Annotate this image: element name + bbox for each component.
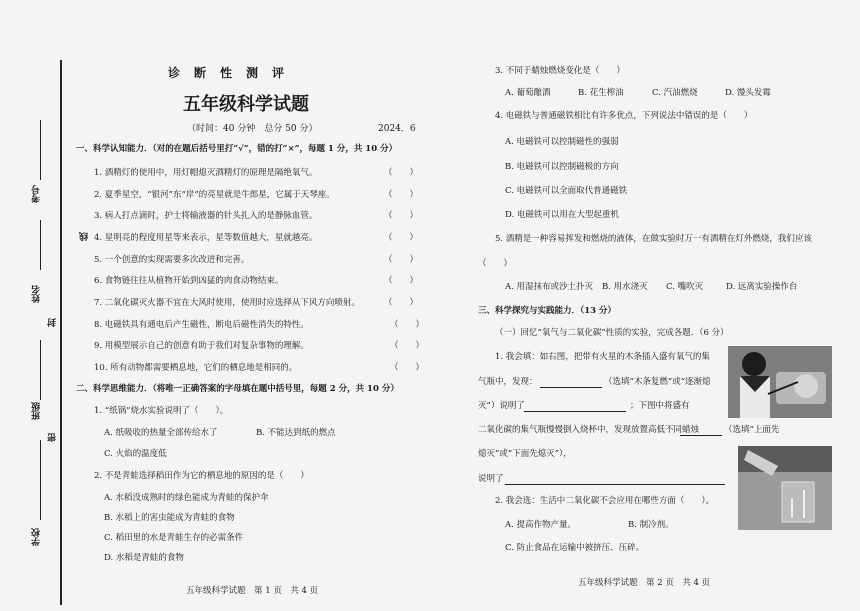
binding-blank-class [40,340,41,400]
binding-banji: 班级 [32,402,42,420]
p2-a: A. 提高作物产量。 [505,520,577,530]
s1-paren-2: （ ） [384,190,419,200]
binding-kaohao: 考号 [32,185,42,203]
s2-q2-stem: 2. 不是青蛙选择稻田作为它的栖息地的原因的是（ ） [94,471,309,481]
q4-d: D. 电磁铁可以用在大型起重机 [505,210,619,220]
p1-line-h: 熄灭”或“下面先熄灭”）， [478,449,572,459]
q3-c: C. 汽油燃烧 [652,88,698,98]
blank-3[interactable] [680,435,722,436]
p1-line-f: 二氧化碳的集气瓶慢慢倒入烧杯中，发现放置高低不同蜡烛 [478,425,700,435]
s1-paren-10: （ ） [390,363,425,373]
s1-item-6: 6. 食物链往往从植物开始到凶猛的肉食动物结束。 [94,276,284,286]
q4-b: B. 电磁铁可以控制磁极的方向 [505,162,619,172]
page1-footer: 五年级科学试题 第 1 页 共 4 页 [186,586,319,596]
p2-stem: 2. 我会选：生活中二氧化碳不会应用在哪些方面（ ）。 [495,496,715,506]
blank-4[interactable] [505,484,725,485]
s1-paren-9: （ ） [390,341,425,351]
q3-a: A. 葡萄酿酒 [505,88,551,98]
s1-paren-7: （ ） [384,298,419,308]
binding-mi: 密 [48,433,58,442]
binding-blank-name [40,220,41,270]
s1-item-1: 1. 酒精灯的使用中，用灯帽熄灭酒精灯的原理是隔绝氧气。 [94,168,318,178]
p1-line-e: ；下图中将盛有 [630,401,690,411]
s2-q2-b: B. 水稻上的害虫能成为青蛙的食物 [104,513,235,523]
q3-b: B. 花生榨油 [578,88,624,98]
p1-line-i: 说明了 [478,474,504,484]
s2-q1-c: C. 火焰的温度低 [104,449,167,459]
page1-time-info: （时间：40 分钟 总分 50 分） [187,124,318,134]
s1-item-7: 7. 二氧化碳灭火器不宜在大风时使用，使用时应选择从下风方向喷射。 [94,298,360,308]
q3-d: D. 馒头发霉 [725,88,771,98]
co2-candle-photo [738,446,832,530]
binding-blank-school [40,440,41,520]
p2-c: C. 防止食品在运输中被挤压、压碎。 [505,543,645,553]
s2-q1-stem: 1. “纸锅”烧水实验说明了（ ）。 [94,406,229,416]
p1-line-b: 气瓶中，发现： [478,377,538,387]
binding-feng: 封 [48,318,58,327]
section1-heading: 一、科学认知能力．（对的在题后括号里打“√”，错的打“×”，每题 1 分，共 10 分） [76,144,398,154]
p2-b: B. 制冷剂。 [628,520,674,530]
s1-item-2: 2. 夏季星空，“银河”东“岸”的亮星就是牛郎星，它属于天琴座。 [94,190,335,200]
binding-xuexiao: 学校 [32,528,42,546]
q5-c: C. 嘴吹灭 [666,282,704,292]
p1-line-c: （选填“木条复燃”或“逐渐熄 [604,377,711,387]
binding-line [60,60,62,605]
s1-paren-8: （ ） [390,320,425,330]
s1-paren-4: （ ） [384,233,419,243]
binding-xingming: 姓名 [32,285,42,303]
q3-stem: 3. 不同于蜡烛燃烧变化是（ ） [495,66,625,76]
q5-d: D. 远离实验操作台 [726,282,798,292]
s1-item-8: 8. 电磁铁具有通电后产生磁性，断电后磁性消失的特性。 [94,320,309,330]
page1-title: 五年级科学试题 [183,94,309,115]
s1-paren-1: （ ） [384,168,419,178]
q5-a: A. 用湿抹布或沙土扑灭 [505,282,594,292]
section2-heading: 二、科学思维能力．（将唯一正确答案的字母填在题中括号里，每题 2 分，共 10 分） [76,384,399,394]
s1-item-9: 9. 用模型展示自己的创意有助于我们对复杂事物的理解。 [94,341,309,351]
s2-q1-a: A. 纸吸收的热量全部传给水了 [104,428,218,438]
blank-1[interactable] [540,387,602,388]
s1-item-3: 3. 病人打点滴时，护士将输液器的针头扎入的是静脉血管。 [94,211,318,221]
page1-date: 2024．6 [378,124,416,134]
blank-2[interactable] [524,411,626,412]
s1-item-10: 10. 所有动物都需要栖息地，它们的栖息地是相同的。 [94,363,298,373]
binding-xian: 线 [80,232,90,241]
q4-a: A. 电磁铁可以控制磁性的强弱 [505,137,619,147]
q5-stem: 5. 酒精是一种容易挥发和燃烧的液体，在做实验时万一有酒精在灯外燃烧，我们应该 [495,234,812,244]
s1-paren-5: （ ） [384,255,419,265]
oxygen-experiment-photo [728,346,832,418]
binding-blank-top [40,120,41,180]
p1-line-g: （选填“上面先 [724,425,780,435]
q4-c: C. 电磁铁可以全面取代普通磁铁 [505,186,628,196]
s1-paren-3: （ ） [384,211,419,221]
p1-line-a: 1. 我会填：如右图，把带有火星的木条插入盛有氧气的集 [495,352,710,362]
s2-q2-d: D. 水稻是青蛙的食物 [104,553,184,563]
s1-item-5: 5. 一个创意的实现需要多次改进和完善。 [94,255,250,265]
q5-paren: （ ） [478,259,513,269]
s1-item-4: 4. 星明亮的程度用星等来表示，星等数值越大，星就越亮。 [94,233,318,243]
s2-q2-a: A. 水稻没成熟时的绿色能成为青蛙的保护伞 [104,493,269,503]
q5-b: B. 用水浇灭 [602,282,648,292]
page2-footer: 五年级科学试题 第 2 页 共 4 页 [578,578,711,588]
s2-q2-c: C. 稻田里的水是青蛙生存的必需条件 [104,533,244,543]
q4-stem: 4. 电磁铁与普通磁铁相比有许多优点，下列说法中错误的是（ ） [495,111,753,121]
s2-q1-b: B. 不能达到纸的燃点 [256,428,336,438]
s1-paren-6: （ ） [384,276,419,286]
section3-sub1: （一）回忆“氧气与二氧化碳”性质的实验，完成各题．（6 分） [495,328,729,338]
page1-subtitle: 诊 断 性 测 评 [168,66,286,80]
section3-heading: 三、科学探究与实践能力．（13 分） [478,306,617,316]
p1-line-d: 灭”）说明了 [478,401,525,411]
